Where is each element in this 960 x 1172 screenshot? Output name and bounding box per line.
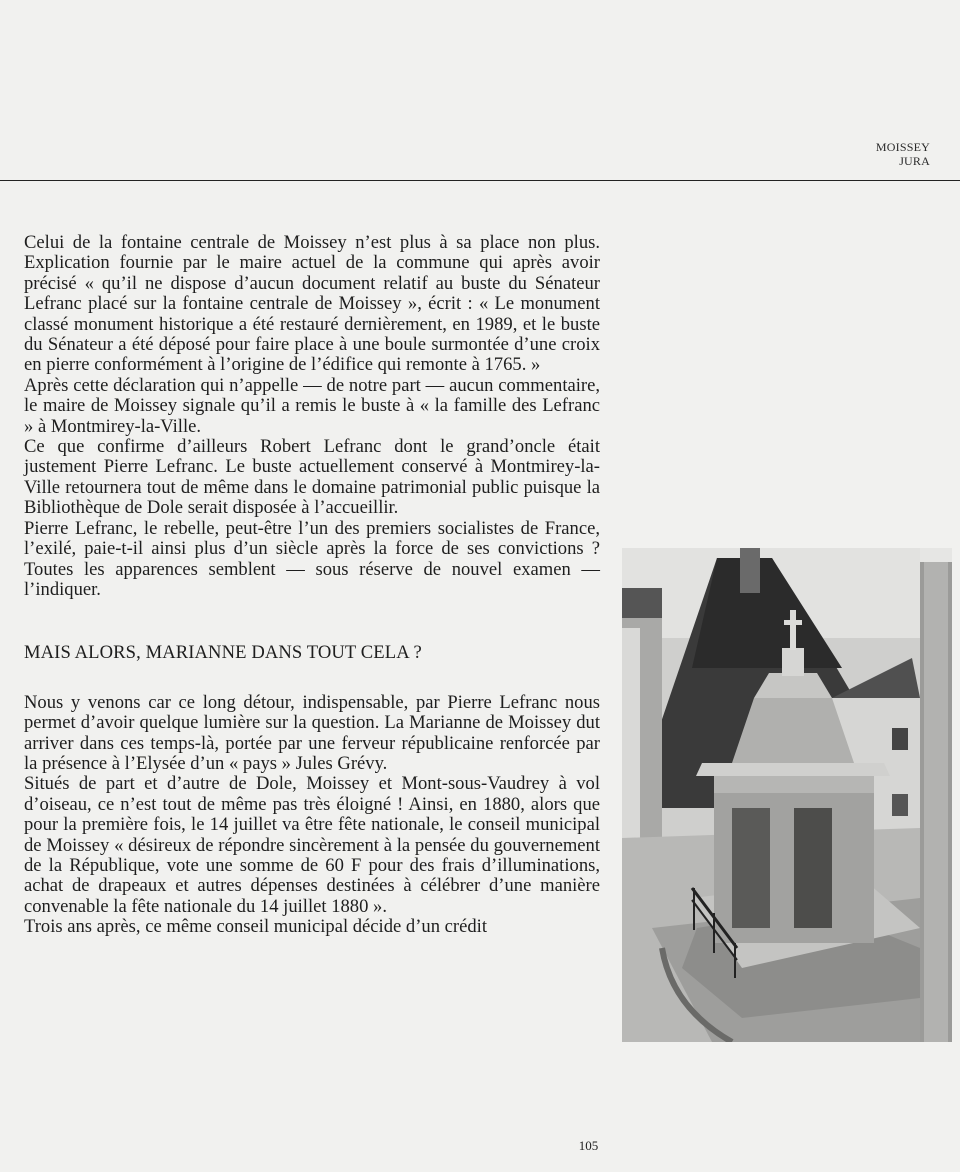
fountain-photo-illustration	[622, 548, 920, 1042]
paragraph: Après cette déclaration qui n’appelle — de notre part — aucun commentaire, le maire de Moissey signale qu’il a remis le buste à « la famille des Lefranc » à Montmirey-la-Ville.	[24, 374, 600, 437]
paragraph: Nous y venons car ce long détour, indispensable, par Pierre Lefranc nous permet d’avoir quelque lumière sur la question. La Marianne de Moissey dut arriver dans ces temps-là, portée par une ferveur républicaine renforcée par la présence à l’Elysée d’un « pays » Jules Grévy.	[24, 691, 600, 774]
fountain-photograph	[622, 548, 920, 1042]
header-village: MOISSEY	[875, 140, 930, 154]
paragraph: Pierre Lefranc, le rebelle, peut-être l’un des premiers socialistes de France, l’exilé, paie-t-il ainsi plus d’un siècle après la force de ses convictions ? Toutes les apparences semblent — sous réserve de nouvel examen — l’indiquer.	[24, 517, 600, 600]
section-heading: MAIS ALORS, MARIANNE DANS TOUT CELA ?	[24, 642, 422, 664]
paragraph: Situés de part et d’autre de Dole, Moissey et Mont-sous-Vaudrey à vol d’oiseau, ce n’est tout de même pas très éloigné ! Ainsi, en 1880, alors que pour la première fois, le 14 juillet va être fête nationale, le conseil municipal de Moissey « désireux de répondre sincèrement à la pensée du gouvernement de la République, vote une somme de 60 F pour des frais d’illuminations, achat de drapeaux et autres dépenses destinées à célébrer d’une manière convenable la fête nationale du 14 juillet 1880 ».	[24, 773, 600, 917]
photo-edge-pillar	[920, 548, 952, 1042]
paragraph: Ce que confirme d’ailleurs Robert Lefranc dont le grand’oncle était justement Pierre Lefranc. Le buste actuellement conservé à Montmirey-la-Ville retournera tout de même dans le domaine patrimonial public puisque la Bibliothèque de Dole serait disposée à l’accueillir.	[24, 436, 600, 519]
header-department: JURA	[899, 154, 930, 168]
running-header	[876, 140, 930, 168]
header-rule	[0, 180, 960, 181]
main-text-column	[24, 233, 600, 938]
page-number: 105	[578, 1138, 599, 1153]
paragraph: Trois ans après, ce même conseil municipal décide d’un crédit	[24, 916, 487, 938]
paragraph: Celui de la fontaine centrale de Moissey n’est plus à sa place non plus. Explication fournie par le maire actuel de la commune qui après avoir précisé « qu’il ne dispose d’aucun document relatif au buste du Sénateur Lefranc placé sur la fontaine centrale de Moissey », écrit : « Le monument classé monument historique a été restauré dernièrement, en 1989, et le buste du Sénateur a été déposé pour faire place à une boule surmontée d’une croix en pierre conformément à l’origine de l’édifice qui remonte à 1765. »	[24, 232, 600, 376]
